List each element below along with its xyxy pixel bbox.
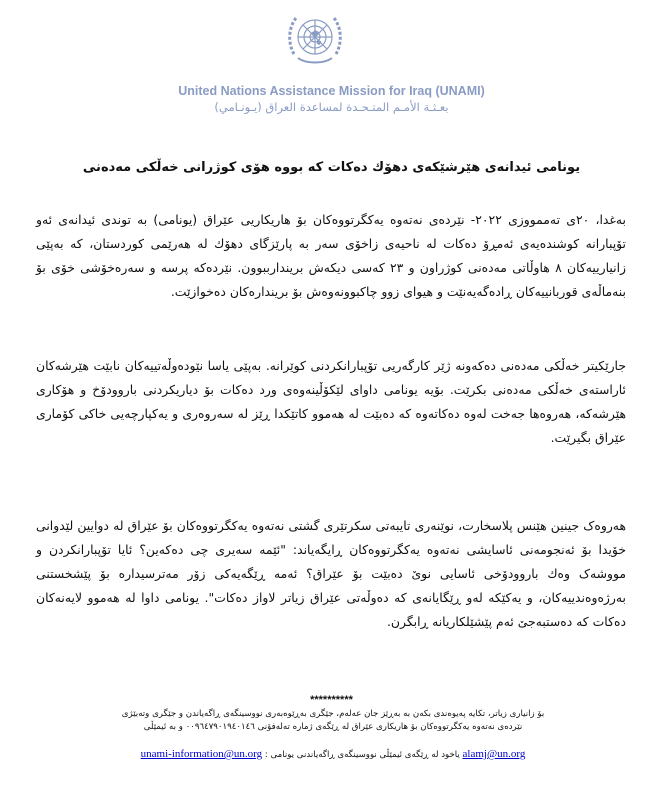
paragraph-2: جارێکیتر خەڵکی مەدەنی دەکەونە ژێر کارگەریی تۆپبارانکردنی کوێرانە. بەپێی یاسا نێودەوڵەتییەکان نابێت هێرشەکان ئاراستەی خەڵکی مەدەنی بکرێت. بۆیە یونامی داوای لێکۆڵینەوەی ورد دەکات بۆ دیاریکردنی باروودۆخ و هۆکاری هێرشەکە، هەروەها جەخت لەوە دەکاتەوە کە دەبێت لە هەموو کاتێکدا ڕێز لە سەروەری و یەکپارچەیی خاکی کۆماری عێراق بگیرێت. — [36, 358, 626, 445]
org-name-arabic: بعـثـة الأمـم المتـحـدة لمساعدة العراق (يـونـامي) — [214, 100, 449, 114]
email-link-primary[interactable]: alamj@un.org — [462, 748, 526, 760]
email-link-office[interactable]: unami-information@un.org — [140, 748, 263, 760]
contact-line-1: بۆ زانیاری زیاتر، تکایە پەیوەندی بکەن بە بەڕێز جان عەلەم، جێگری بەڕێوەبەری نووسینگەی ڕاگەیاندن و جێگری وتەبێژی — [121, 709, 545, 719]
paragraph-3: هەروەک جینین هێنس پلاسخارت، نوێنەری تایبەتی سکرتێری گشتی نەتەوە یەکگرتووەکان بۆ عێراق لە دوایین لێدوانی خۆیدا بۆ ئەنجومەنی ئاسایشی نەتەوە یەکگرتووەکان ڕایگەیاند: "ئێمە سەیری چی دەکەین؟ ئایا تۆپبارانکردن و مووشەک وەك باروودۆخی ئاسایی نوێ دەبێت بۆ عێراق؟ ئەمە ڕێگەیەکی زۆر مەترسیدارە بۆ پێشخستنی بەرژەوەندییەکان، و یەکێکە لەو ڕێگایانەی کە دەوڵەتی عێراق زیاتر لاواز دەکات". یونامی داوا لە هەموو لایەنەکان دەکات کە دەستبەجێ ئەم پێشێلکاریانە ڕابگرن. — [36, 518, 626, 629]
un-emblem-icon — [284, 6, 346, 68]
press-release-title: یونامی ئیدانەی هێرشێکەی دهۆك دەكات کە بووە هۆی کوژرانی خەڵکی مەدەنی — [82, 160, 581, 175]
paragraph-1: بەغدا، ٢٠ی تەممووزی ٢٠٢٢- نێردەی نەتەوە یەکگرتووەکان بۆ هاریکاریی عێراق (یونامی) بە توندی ئیدانەی ئەو تۆپبارانە کوشندەیەی ئەمڕۆ دەکات لە ناحیەی زاخۆی سەر بە پارێزگای دهۆك لە هەرێمی کوردستان، کە بەپێی زانیارییەکان ٨ هاوڵاتی مەدەنی کوژراون و ٢٣ کەسی دیکەش بریندارببوون. نێردەکە پرسە و سەرەخۆشی خۆی بۆ بنەماڵەی قوربانییەکان ڕادەگەیەنێت و هیوای زوو چاکبوونەوەش بۆ بریندارەکان دەخوازێت. — [36, 212, 626, 299]
contact-footer — [20, 708, 646, 734]
contact-line-2: نێردەی نەتەوە یەکگرتووەکان بۆ هاریکاری عێراق لە ڕێگەی ژمارە تەلەفۆنی ٠٠٩٦٤٧٩٠١٩٤٠١٤٦ و بە ئیمێڵی — [143, 722, 523, 732]
org-name-english: United Nations Assistance Mission for Iraq (UNAMI) — [178, 84, 485, 98]
separator-stars: ********** — [310, 694, 353, 706]
contact-emails — [20, 748, 646, 760]
contact-line-3: یاخود لە ڕێگەی ئیمێڵی نووسینگەی ڕاگەیاندنی یونامی : — [264, 750, 460, 760]
